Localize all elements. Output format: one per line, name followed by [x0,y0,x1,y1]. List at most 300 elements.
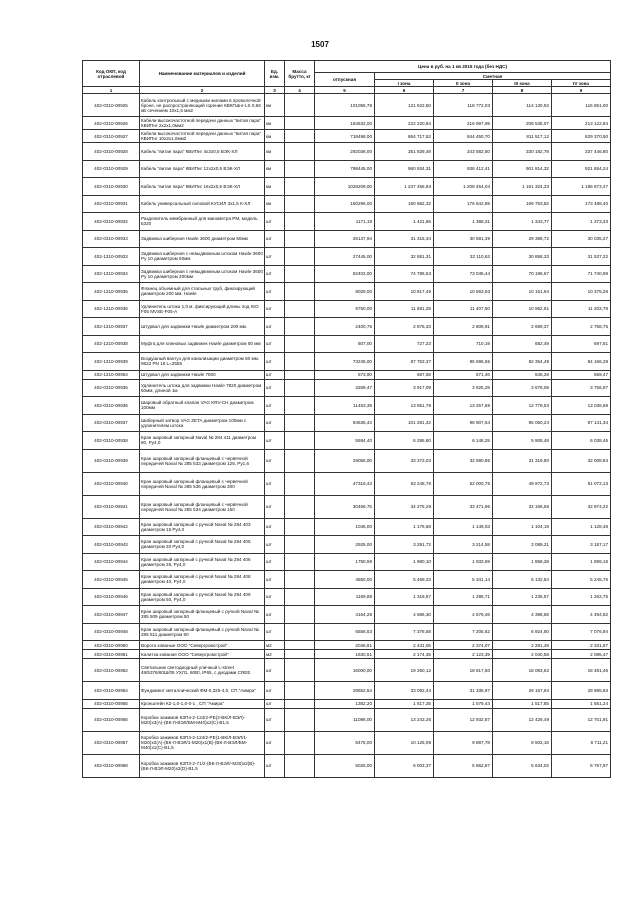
release-price: 8475,00 [315,731,375,754]
release-price: 62402,00 [315,265,375,283]
unit-cell: шт [265,353,285,371]
zone-3-price: 169 753,82 [493,195,552,213]
table-row [83,379,611,397]
zone-4-price: 13 036,68 [552,397,611,415]
product-code: 402-0310-00945 [83,571,140,589]
zone-3-price: 3 676,09 [493,379,552,397]
table-row [83,318,611,336]
mass-cell [285,213,315,231]
product-name: Шаровый обратный клапан VAG KRV-CH диаметром 100мм [140,397,265,415]
zone-2-price: 938 412,41 [434,160,493,178]
zone-1-price: 74 786,53 [375,265,434,283]
product-name: Кабели высокочастотной передачи данных "витая пара" КВИПнг 2х2х1,0мм2 [140,117,265,130]
zone-3-price: 29 388,72 [493,230,552,248]
release-price: 11453,39 [315,397,375,415]
table-row [83,230,611,248]
release-price: 718498,00 [315,130,375,143]
table-row [83,248,611,266]
zone-1-price: 33 373,03 [375,449,434,472]
zone-4-price: 5 757,97 [552,754,611,777]
product-code: 402-0310-00936 [83,397,140,415]
zone-3-price: 682,49 [493,335,552,353]
unit-cell: шт [265,699,285,708]
zone-4-price: 337 446,80 [552,143,611,161]
zone-4-price: 697,51 [552,335,611,353]
table-row [83,160,611,178]
mass-cell [285,650,315,659]
price-table [82,60,611,778]
product-name: Кабель "витая пара" КВИПнг 16х2х0,5 ВЭК-ХЛ [140,178,265,196]
zone-1-price: 2 431,05 [375,641,434,650]
zone-4-price: 2 085,47 [552,650,611,659]
table-row [83,553,611,571]
product-code: 402-1310-00937 [83,318,140,336]
release-price: 1171,19 [315,213,375,231]
product-name: Фундамент металлический ФМ-0,325-4,0, СП "Амира" [140,682,265,700]
column-number: 4 [285,87,315,94]
product-code: 402-0310-00929 [83,160,140,178]
zone-4-price: 4 494,82 [552,606,611,624]
table-row [83,472,611,495]
release-price: 1830,51 [315,650,375,659]
release-price: 5594,40 [315,432,375,450]
product-code: 402-0310-00932 [83,213,140,231]
zone-2-price: 52 000,76 [434,472,493,495]
table-row [83,143,611,161]
zone-3-price: 12 428,49 [493,708,552,731]
zone-3-price: 901 814,32 [493,160,552,178]
product-code: 402-0310-00928 [83,143,140,161]
table-row [83,414,611,432]
header-release: отпускная [315,73,375,87]
mass-cell [285,230,315,248]
unit-cell: шт [265,553,285,571]
unit-cell: км [265,117,285,130]
zone-2-price: 32 590,85 [434,449,493,472]
release-price: 4164,28 [315,606,375,624]
mass-cell [285,335,315,353]
zone-2-price: 5 341,14 [434,571,493,589]
table-row [83,449,611,472]
product-code: 402-0310-00947 [83,606,140,624]
unit-cell: шт [265,754,285,777]
zone-3-price: 5 908,48 [493,432,552,450]
header-zone-2: II зона [434,80,493,87]
unit-cell: шт [265,265,285,283]
zone-2-price: 18 817,50 [434,659,493,682]
zone-3-price: 30 858,33 [493,248,552,266]
zone-3-price: 49 972,73 [493,472,552,495]
mass-cell [285,283,315,301]
mass-cell [285,641,315,650]
zone-1-price: 7 378,58 [375,623,434,641]
zone-4-price: 2 758,75 [552,318,611,336]
product-code: 402-0310-00938 [83,432,140,450]
mass-cell [285,414,315,432]
zone-1-price: 13 651,78 [375,397,434,415]
release-price: 11086,00 [315,708,375,731]
product-code: 402-0310-00931 [83,195,140,213]
zone-4-price: 30 035,27 [552,230,611,248]
zone-3-price: 32 166,56 [493,495,552,518]
table-body [83,94,611,778]
zone-2-price: 176 642,89 [434,195,493,213]
release-price: 573,90 [315,370,375,379]
table-row [83,708,611,731]
product-name: Кран шаровый запорный с ручкой Naval № 284 403 диаметром 15 Ру4,0 [140,518,265,536]
product-code: 402-1310-00933 [83,248,140,266]
zone-3-price: 114 130,92 [493,94,552,117]
unit-cell: шт [265,472,285,495]
product-code: 402-0310-00950 [83,641,140,650]
table-row [83,754,611,777]
zone-3-price: 1 517,85 [493,699,552,708]
zone-4-price: 1 262,75 [552,588,611,606]
zone-3-price: 1 235,57 [493,588,552,606]
product-name: Кран шаровый запорный Naval № 284 411 диаметром 80, Ру4,0 [140,432,265,450]
table-row [83,731,611,754]
header-mass: Масса брутто, кг [285,61,315,87]
table-row [83,699,611,708]
mass-cell [285,518,315,536]
release-price: 2046,61 [315,641,375,650]
zone-3-price: 31 319,80 [493,449,552,472]
zone-4-price: 29 965,93 [552,682,611,700]
unit-cell: шт [265,397,285,415]
product-code: 402-1310-00938 [83,335,140,353]
release-price: 5025,00 [315,754,375,777]
product-name: Задвижка шиберная Hawle 3600 диаметром 50мм [140,230,265,248]
zone-3-price: 2 040,58 [493,650,552,659]
unit-cell: шт [265,659,285,682]
page-number: 1507 [311,40,329,49]
zone-4-price: 116 851,00 [552,94,611,117]
zone-4-price: 32 874,22 [552,495,611,518]
release-price: 2400,76 [315,318,375,336]
zone-2-price: 1 149,03 [434,518,493,536]
table-row [83,353,611,371]
column-number: 6 [375,87,434,94]
zone-4-price: 32 008,84 [552,449,611,472]
mass-cell [285,495,315,518]
table-row [83,659,611,682]
zone-3-price: 95 050,24 [493,414,552,432]
product-name: Кран шаровый запорный с ручкой Naval № 284 408 диаметром 40, Ру4,0 [140,571,265,589]
zone-2-price: 1 579,44 [434,699,493,708]
zone-3-price: 330 182,78 [493,143,552,161]
release-price: 798445,00 [315,160,375,178]
table-row [83,571,611,589]
release-price: 101055,78 [315,94,375,117]
product-name: Кабели высокочастотной передачи данных "витая пара" КВИПнг 10х2х1,0мм2 [140,130,265,143]
product-code: 402-0310-00942 [83,518,140,536]
zone-2-price: 12 932,87 [434,708,493,731]
table-row [83,117,611,130]
product-name: Удлинитель штока для задвижки Hawle 7820 диаметром 50мм, длиной 1м [140,379,265,397]
unit-cell: шт [265,518,285,536]
zone-2-price: 33 471,96 [434,495,493,518]
zone-2-price: 13 257,68 [434,397,493,415]
zone-1-price: 31 315,34 [375,230,434,248]
product-name: Коробка зажимов КЗП4-2-124/2-РЕ(2-ВК/Л-ВЭЛ)-М20)х3(А)-(ВК-Л-ВЭЛ/БМ-М40)х2(С)-В1,5 [140,708,265,731]
mass-cell [285,130,315,143]
zone-1-price: 727,23 [375,335,434,353]
zone-2-price: 1 285,71 [434,588,493,606]
zone-4-price: 9 711,21 [552,731,611,754]
mass-cell [285,588,315,606]
zone-2-price: 216 997,99 [434,117,493,130]
zone-3-price: 811 517,12 [493,130,552,143]
table-row [83,335,611,353]
zone-1-price: 3 917,09 [375,379,434,397]
zone-4-price: 71 740,99 [552,265,611,283]
unit-cell: шт [265,370,285,379]
release-price: 26137,94 [315,230,375,248]
product-code: 402-1310-00935 [83,283,140,301]
release-price: 84536,44 [315,414,375,432]
mass-cell [285,300,315,318]
unit-cell: м2 [265,641,285,650]
zone-4-price: 173 488,40 [552,195,611,213]
zone-1-price: 19 260,12 [375,659,434,682]
zone-2-price: 671,46 [434,370,493,379]
zone-1-price: 1 980,10 [375,553,434,571]
product-code: 402-0310-00927 [83,130,140,143]
release-price: 6556,53 [315,623,375,641]
unit-cell: км [265,130,285,143]
header-name: Наименование материалов и изделий [140,61,265,87]
unit-cell: км [265,94,285,117]
header-zone-4: IV зона [552,80,611,87]
zone-2-price: 2 374,07 [434,641,493,650]
table-row [83,213,611,231]
mass-cell [285,160,315,178]
table-row [83,432,611,450]
product-code: 402-0310-00940 [83,472,140,495]
header-smetnaya: Сметная [375,73,611,80]
unit-cell: шт [265,495,285,518]
product-code: 402-1310-00939 [83,353,140,371]
zone-2-price: 3 825,28 [434,379,493,397]
unit-cell: шт [265,379,285,397]
zone-1-price: 3 291,72 [375,536,434,554]
product-name: Воздушный вантуз для канализации диаметром 50 мм. 9822 PN 16 L=2555 [140,353,265,371]
mass-cell [285,195,315,213]
product-code: 402-0310-00926 [83,117,140,130]
zone-4-price: 3 157,17 [552,536,611,554]
zone-2-price: 118 772,03 [434,94,493,117]
zone-3-price: 10 151,94 [493,283,552,301]
unit-cell: км [265,160,285,178]
unit-cell: м2 [265,650,285,659]
mass-cell [285,708,315,731]
zone-4-price: 1 373,33 [552,213,611,231]
mass-cell [285,553,315,571]
release-price: 27445,00 [315,248,375,266]
product-code: 402-0310-00955 [83,699,140,708]
unit-cell: шт [265,283,285,301]
zone-1-price: 1 421,86 [375,213,434,231]
zone-1-price: 687,58 [375,370,434,379]
unit-cell: шт [265,588,285,606]
column-number: 3 [265,87,285,94]
product-name: Кран шаровый запорный фланцевый с ручкой Naval № 285 511 диаметром 80 [140,623,265,641]
mass-cell [285,397,315,415]
mass-cell [285,370,315,379]
zone-2-price: 85 696,65 [434,353,493,371]
unit-cell: шт [265,335,285,353]
unit-cell: шт [265,571,285,589]
zone-4-price: 921 654,24 [552,160,611,178]
mass-cell [285,571,315,589]
product-name: Кран шаровый запорный фланцевый с ручкой Naval № 285 509 диаметром 50 [140,606,265,624]
zone-3-price: 5 132,84 [493,571,552,589]
product-name: Кран шаровый запорный фланцевый с червячной передачей Naval № 285 533 диаметром 125, Ру1,6 [140,449,265,472]
unit-cell: шт [265,230,285,248]
release-price: 1382,20 [315,699,375,708]
table-row [83,536,611,554]
column-number: 8 [493,87,552,94]
column-number: 5 [315,87,375,94]
release-price: 4860,00 [315,571,375,589]
zone-1-price: 1 176,58 [375,518,434,536]
unit-cell: км [265,178,285,196]
mass-cell [285,178,315,196]
mass-cell [285,536,315,554]
release-price: 29055,00 [315,449,375,472]
table-row [83,130,611,143]
zone-1-price: 960 934,31 [375,160,434,178]
zone-4-price: 3 756,97 [552,379,611,397]
zone-1-price: 34 275,29 [375,495,434,518]
zone-4-price: 18 481,46 [552,659,611,682]
zone-2-price: 98 907,64 [434,414,493,432]
zone-2-price: 11 407,50 [434,300,493,318]
product-code: 402-0310-00946 [83,588,140,606]
unit-cell: шт [265,623,285,641]
release-price: 150296,00 [315,195,375,213]
mass-cell [285,318,315,336]
zone-4-price: 829 370,50 [552,130,611,143]
zone-2-price: 2 123,39 [434,650,493,659]
mass-cell [285,623,315,641]
column-number: 7 [434,87,493,94]
product-code: 402-0310-00937 [83,414,140,432]
table-row [83,495,611,518]
zone-3-price: 70 196,67 [493,265,552,283]
zone-1-price: 2 174,35 [375,650,434,659]
zone-3-price: 1 161 324,33 [493,178,552,196]
zone-2-price: 10 563,93 [434,283,493,301]
release-price: 30466,76 [315,495,375,518]
release-price: 2925,00 [315,536,375,554]
mass-cell [285,449,315,472]
table-row [83,641,611,650]
product-code: 402-0310-00956 [83,708,140,731]
mass-cell [285,379,315,397]
zone-4-price: 6 038,46 [552,432,611,450]
release-price: 8029,00 [315,283,375,301]
table-row [83,94,611,117]
zone-2-price: 5 862,67 [434,754,493,777]
mass-cell [285,353,315,371]
zone-4-price: 84 166,29 [552,353,611,371]
zone-3-price: 645,28 [493,370,552,379]
zone-3-price: 82 354,49 [493,353,552,371]
unit-cell: шт [265,318,285,336]
product-code: 402-0310-00935 [83,379,140,397]
mass-cell [285,472,315,495]
zone-3-price: 1 858,28 [493,553,552,571]
product-name: Штурвал для задвижки Hawle 7800 [140,370,265,379]
table-row [83,300,611,318]
product-code: 402-0310-00943 [83,536,140,554]
zone-2-price: 844 450,70 [434,130,493,143]
zone-2-price: 4 576,46 [434,606,493,624]
zone-1-price: 87 753,37 [375,353,434,371]
zone-1-price: 180 882,32 [375,195,434,213]
zone-1-price: 1 617,35 [375,699,434,708]
zone-3-price: 1 343,77 [493,213,552,231]
mass-cell [285,731,315,754]
zone-1-price: 11 681,28 [375,300,434,318]
zone-1-price: 6 295,80 [375,432,434,450]
product-code: 402-0310-00939 [83,449,140,472]
zone-2-price: 343 582,50 [434,143,493,161]
zone-4-price: 1 128,48 [552,518,611,536]
mass-cell [285,432,315,450]
zone-1-price: 10 125,09 [375,731,434,754]
zone-3-price: 208 535,07 [493,117,552,130]
product-name: Калитка кованая ООО "Севергромстрой" [140,650,265,659]
product-name: Коробка зажимов КЗП3-2-71/2-(ВК-Л-ВЭЛ/-М20)х2(В)-(ВК-Л-ВЭЛ-М20)х2(D)-В1,5 [140,754,265,777]
zone-1-price: 53 248,76 [375,472,434,495]
product-name: Кран шаровый запорный фланцевый с червячной передачей Naval № 285 534 диаметром 150 [140,495,265,518]
product-name: Муфта для клиновых задвижек Hawle диаметром 50 мм [140,335,265,353]
zone-4-price: 1 551,24 [552,699,611,708]
zone-2-price: 6 148,25 [434,432,493,450]
product-name: Кабель универсальный силовой КУСИЛ 3х1,5 К-ХЛ [140,195,265,213]
product-name: Задвижка шиберная с невыдвижным штоком Hawle 3600 Ру 10 диаметром 200мм [140,265,265,283]
mass-cell [285,699,315,708]
zone-1-price: 1 237 456,93 [375,178,434,196]
unit-cell: шт [265,213,285,231]
zone-1-price: 10 817,45 [375,283,434,301]
unit-cell: шт [265,606,285,624]
zone-3-price: 29 167,94 [493,682,552,700]
zone-1-price: 222 220,84 [375,117,434,130]
mass-cell [285,143,315,161]
release-price: 607,00 [315,335,375,353]
zone-1-price: 32 881,31 [375,248,434,266]
zone-2-price: 3 214,58 [434,536,493,554]
product-code: 402-1310-00936 [83,300,140,318]
header-price-title: Цена в руб. на 1 кв 2015 года (без НДС) [315,61,611,73]
zone-3-price: 2 281,48 [493,641,552,650]
product-code: 402-1310-00934 [83,265,140,283]
zone-3-price: 12 779,53 [493,397,552,415]
zone-3-price: 4 398,56 [493,606,552,624]
table-row [83,370,611,379]
zone-2-price: 7 205,62 [434,623,493,641]
product-name: Кран шаровый запорный фланцевый с червячной передачей Naval № 285 536 диаметром 200 [140,472,265,495]
header-code: Код ОКП, код отраслевой [83,61,140,87]
zone-1-price: 121 622,50 [375,94,434,117]
unit-cell: шт [265,682,285,700]
zone-4-price: 213 122,84 [552,117,611,130]
product-code: 402-1310-00954 [83,370,140,379]
product-code: 402-0310-00951 [83,650,140,659]
